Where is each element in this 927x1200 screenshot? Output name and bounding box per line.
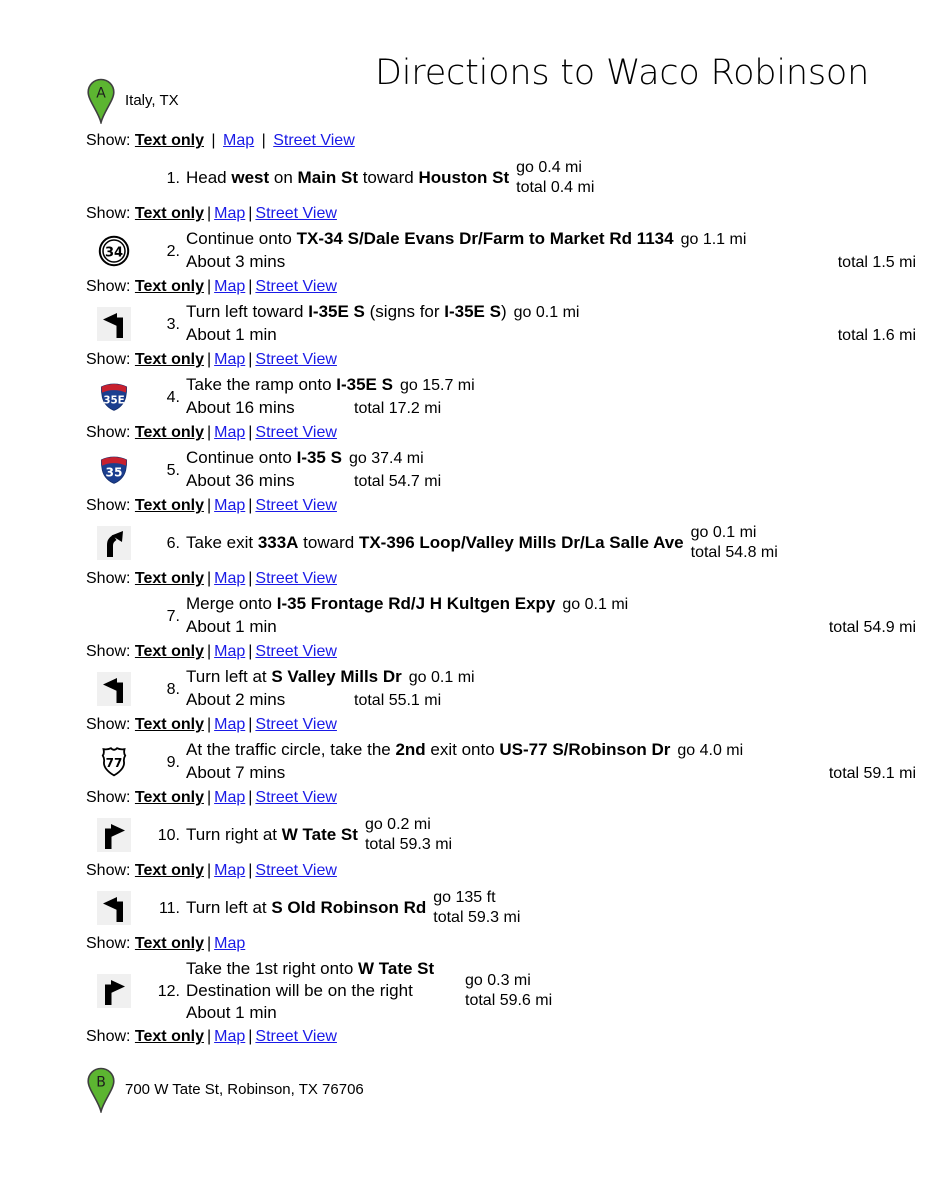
step-distance xyxy=(684,523,778,563)
direction-step xyxy=(86,299,916,349)
step-go-distance: go 0.1 mi xyxy=(408,669,475,686)
step-duration: About 7 mins xyxy=(186,763,286,782)
show-text-only-link[interactable]: Text only xyxy=(134,643,204,660)
step-note: Destination will be on the right xyxy=(186,981,413,1000)
show-separator: | xyxy=(248,205,253,222)
show-street-view-link[interactable]: Street View xyxy=(255,570,337,587)
step-go-distance: go 37.4 mi xyxy=(348,450,424,467)
step-instruction: Turn left toward I-35E S (signs for I-35E S) xyxy=(186,302,507,321)
show-separator: | xyxy=(211,132,216,149)
direction-step xyxy=(86,810,916,860)
step-icon-slot xyxy=(86,453,142,487)
direction-step xyxy=(86,883,916,933)
show-separator: | xyxy=(206,789,212,806)
step-number: 9. xyxy=(166,753,180,771)
show-separator: | xyxy=(206,424,212,441)
step-instruction: Take the 1st right onto W Tate St Destination will be on the right About 1 min xyxy=(186,958,458,1024)
show-label: Show: xyxy=(86,935,131,952)
step-go-distance: go 0.3 mi xyxy=(465,972,531,989)
step-total-distance: total 54.8 mi xyxy=(690,544,778,561)
show-map-link[interactable]: Map xyxy=(214,862,246,879)
step-total-distance: total 59.3 mi xyxy=(364,836,453,853)
show-row xyxy=(86,203,916,226)
direction-step xyxy=(86,591,916,641)
step-body xyxy=(186,739,916,785)
show-separator: | xyxy=(248,1028,253,1045)
show-map-link[interactable]: Map xyxy=(214,351,246,368)
step-instruction: Take exit 333A toward TX-396 Loop/Valley Mills Dr/La Salle Ave xyxy=(186,533,684,552)
arrow-right-icon xyxy=(97,818,131,852)
show-separator: | xyxy=(248,570,253,587)
step-go-distance: go 15.7 mi xyxy=(399,377,475,394)
svg-text:35E: 35E xyxy=(103,394,125,407)
step-total-distance: total 1.6 mi xyxy=(837,327,916,344)
step-duration: About 1 min xyxy=(186,1003,277,1022)
step-total-distance: total 54.7 mi xyxy=(354,473,442,490)
step-number: 6. xyxy=(166,534,180,552)
step-go-distance: go 1.1 mi xyxy=(680,231,747,248)
show-label: Show: xyxy=(86,351,131,368)
show-separator: | xyxy=(248,278,253,295)
step-duration: About 1 min xyxy=(186,617,277,636)
step-go-distance: go 0.1 mi xyxy=(690,524,757,541)
direction-step xyxy=(86,226,916,276)
show-street-view-link[interactable]: Street View xyxy=(255,497,337,514)
step-number: 10. xyxy=(157,826,180,844)
show-street-view-link[interactable]: Street View xyxy=(255,789,337,806)
step-distance xyxy=(458,971,552,1011)
show-separator: | xyxy=(206,278,212,295)
show-map-link[interactable]: Map xyxy=(223,132,255,149)
show-row xyxy=(86,860,916,883)
direction-step xyxy=(86,737,916,787)
show-map-link[interactable]: Map xyxy=(214,643,246,660)
show-label: Show: xyxy=(86,862,131,879)
show-separator: | xyxy=(206,716,212,733)
page-title: Directions to Waco Robinson xyxy=(375,53,870,93)
step-instruction: Head west on Main St toward Houston St xyxy=(186,168,510,187)
direction-step xyxy=(86,372,916,422)
show-text-only-link[interactable]: Text only xyxy=(134,205,204,222)
show-street-view-link[interactable]: Street View xyxy=(255,716,337,733)
show-map-link[interactable]: Map xyxy=(214,205,246,222)
map-pin-b-icon xyxy=(86,1067,116,1113)
show-label: Show: xyxy=(86,205,131,222)
arrow-ramp-right-icon xyxy=(97,526,131,560)
show-street-view-link[interactable]: Street View xyxy=(273,132,355,149)
step-body xyxy=(186,374,916,420)
step-icon-slot xyxy=(86,380,142,414)
step-icon-slot xyxy=(86,745,142,779)
step-instruction: Continue onto I-35 S xyxy=(186,448,342,467)
step-duration: About 1 min xyxy=(186,325,277,344)
step-number: 3. xyxy=(166,315,180,333)
step-distance xyxy=(509,158,594,198)
show-map-link[interactable]: Map xyxy=(214,278,246,295)
step-number: 5. xyxy=(166,461,180,479)
show-separator: | xyxy=(248,351,253,368)
step-go-distance: go 0.2 mi xyxy=(364,816,431,833)
show-row xyxy=(86,349,916,372)
show-street-view-link[interactable]: Street View xyxy=(255,1028,337,1045)
show-label: Show: xyxy=(86,1028,131,1045)
step-total-distance: total 59.1 mi xyxy=(828,765,916,782)
arrow-right-icon xyxy=(97,974,131,1008)
svg-text:77: 77 xyxy=(105,756,123,770)
show-text-only-link[interactable]: Text only xyxy=(134,424,204,441)
show-label: Show: xyxy=(86,570,131,587)
svg-text:B: B xyxy=(96,1074,106,1091)
step-duration: About 36 mins xyxy=(186,471,295,490)
step-instruction: Continue onto TX-34 S/Dale Evans Dr/Farm to Market Rd 1134 xyxy=(186,229,674,248)
step-instruction: Turn right at W Tate St xyxy=(186,825,358,844)
show-map-link[interactable]: Map xyxy=(214,497,246,514)
arrow-left-icon xyxy=(97,307,131,341)
show-separator: | xyxy=(261,132,266,149)
show-separator: | xyxy=(248,497,253,514)
show-separator: | xyxy=(206,1028,212,1045)
step-icon-slot xyxy=(86,526,142,560)
show-separator: | xyxy=(206,643,212,660)
show-text-only-link[interactable]: Text only xyxy=(134,1028,204,1045)
step-body xyxy=(186,958,916,1024)
step-body xyxy=(186,158,916,198)
origin-row xyxy=(86,78,916,130)
svg-text:35: 35 xyxy=(105,465,123,480)
show-separator: | xyxy=(206,351,212,368)
show-street-view-link[interactable]: Street View xyxy=(255,351,337,368)
show-separator: | xyxy=(248,716,253,733)
step-total-distance: total 54.9 mi xyxy=(828,619,916,636)
show-separator: | xyxy=(206,205,212,222)
step-number: 8. xyxy=(166,680,180,698)
step-total-distance: total 59.3 mi xyxy=(433,909,521,926)
step-instruction: Turn left at S Valley Mills Dr xyxy=(186,667,402,686)
step-go-distance: go 135 ft xyxy=(433,889,496,906)
show-text-only-link[interactable]: Text only xyxy=(134,570,204,587)
show-map-link[interactable]: Map xyxy=(214,789,246,806)
show-label: Show: xyxy=(86,497,131,514)
direction-step xyxy=(86,445,916,495)
destination-row xyxy=(86,1067,916,1119)
step-icon-slot xyxy=(86,234,142,268)
destination-address: 700 W Tate St, Robinson, TX 76706 xyxy=(125,1081,364,1098)
step-go-distance: go 0.1 mi xyxy=(562,596,629,613)
show-text-only-link[interactable]: Text only xyxy=(134,862,204,879)
step-instruction: At the traffic circle, take the 2nd exit onto US-77 S/Robinson Dr xyxy=(186,740,671,759)
step-number: 7. xyxy=(166,607,180,625)
show-street-view-link[interactable]: Street View xyxy=(255,205,337,222)
step-body xyxy=(186,523,916,563)
show-separator: | xyxy=(206,497,212,514)
step-duration: About 16 mins xyxy=(186,398,295,417)
step-distance xyxy=(426,888,520,928)
step-number: 12. xyxy=(157,982,180,1000)
step-body xyxy=(186,447,916,493)
step-number: 2. xyxy=(166,242,180,260)
step-total-distance: total 1.5 mi xyxy=(837,254,916,271)
show-street-view-link[interactable]: Street View xyxy=(255,862,337,879)
shield-tx-34-icon xyxy=(97,234,131,268)
show-text-only-link[interactable]: Text only xyxy=(134,351,204,368)
step-total-distance: total 0.4 mi xyxy=(516,179,595,196)
shield-us-77-icon xyxy=(97,745,131,779)
direction-step xyxy=(86,956,916,1026)
show-row xyxy=(86,1026,916,1049)
show-separator: | xyxy=(248,643,253,660)
step-icon-slot xyxy=(86,818,142,852)
step-icon-slot xyxy=(86,307,142,341)
step-duration: About 2 mins xyxy=(186,690,286,709)
step-number: 1. xyxy=(166,169,180,187)
show-label: Show: xyxy=(86,789,131,806)
show-row xyxy=(86,641,916,664)
show-text-only-link[interactable]: Text only xyxy=(134,789,204,806)
show-separator: | xyxy=(248,789,253,806)
show-street-view-link[interactable]: Street View xyxy=(255,424,337,441)
arrow-left-icon xyxy=(97,891,131,925)
step-number: 11. xyxy=(158,899,180,917)
step-body xyxy=(186,228,916,274)
step-total-distance: total 59.6 mi xyxy=(465,992,553,1009)
show-row-origin xyxy=(86,130,916,153)
step-duration: About 3 mins xyxy=(186,252,286,271)
direction-step xyxy=(86,153,916,203)
show-row xyxy=(86,787,916,810)
step-body xyxy=(186,593,916,639)
show-row xyxy=(86,933,916,956)
directions-list xyxy=(86,78,916,1119)
map-pin-a-icon xyxy=(86,78,116,124)
step-instruction: Turn left at S Old Robinson Rd xyxy=(186,898,427,917)
show-row xyxy=(86,495,916,518)
step-number: 4. xyxy=(166,388,180,406)
show-street-view-link[interactable]: Street View xyxy=(255,278,337,295)
show-label: Show: xyxy=(86,643,131,660)
step-body xyxy=(186,815,916,855)
step-body xyxy=(186,666,916,712)
step-body xyxy=(186,888,916,928)
show-separator: | xyxy=(206,935,212,952)
show-text-only-link[interactable]: Text only xyxy=(134,935,204,952)
svg-text:A: A xyxy=(96,85,106,102)
show-row xyxy=(86,714,916,737)
step-total-distance: total 55.1 mi xyxy=(354,692,442,709)
show-text-only-link[interactable]: Text only xyxy=(134,716,204,733)
show-text-only-link[interactable]: Text only xyxy=(134,497,204,514)
show-separator: | xyxy=(206,570,212,587)
shield-i-35-icon xyxy=(97,453,131,487)
show-map-link[interactable]: Map xyxy=(214,935,246,952)
show-separator: | xyxy=(206,862,212,879)
step-icon-slot xyxy=(86,672,142,706)
step-instruction: Merge onto I-35 Frontage Rd/J H Kultgen Expy xyxy=(186,594,556,613)
show-label: Show: xyxy=(86,132,131,149)
step-total-distance: total 17.2 mi xyxy=(354,400,442,417)
show-map-link[interactable]: Map xyxy=(214,716,246,733)
show-text-only-link[interactable]: Text only xyxy=(134,132,204,149)
step-go-distance: go 0.4 mi xyxy=(516,159,582,176)
step-icon-slot xyxy=(86,974,142,1008)
show-map-link[interactable]: Map xyxy=(214,1028,246,1045)
show-separator: | xyxy=(248,862,253,879)
show-text-only-link[interactable]: Text only xyxy=(134,278,204,295)
shield-i-35e-icon xyxy=(97,380,131,414)
show-map-link[interactable]: Map xyxy=(214,424,246,441)
step-go-distance: go 0.1 mi xyxy=(513,304,580,321)
step-instruction: Take the ramp onto I-35E S xyxy=(186,375,393,394)
show-separator: | xyxy=(248,424,253,441)
origin-address: Italy, TX xyxy=(125,92,179,109)
show-label: Show: xyxy=(86,716,131,733)
step-go-distance: go 4.0 mi xyxy=(677,742,744,759)
step-icon-slot xyxy=(86,891,142,925)
step-distance xyxy=(358,815,452,855)
direction-step xyxy=(86,518,916,568)
direction-step xyxy=(86,664,916,714)
show-row xyxy=(86,568,916,591)
show-street-view-link[interactable]: Street View xyxy=(255,643,337,660)
steps-container xyxy=(86,153,916,1049)
show-label: Show: xyxy=(86,278,131,295)
step-body xyxy=(186,301,916,347)
svg-text:34: 34 xyxy=(104,245,124,261)
show-label: Show: xyxy=(86,424,131,441)
show-map-link[interactable]: Map xyxy=(214,570,246,587)
show-row xyxy=(86,276,916,299)
arrow-left-icon xyxy=(97,672,131,706)
show-row xyxy=(86,422,916,445)
